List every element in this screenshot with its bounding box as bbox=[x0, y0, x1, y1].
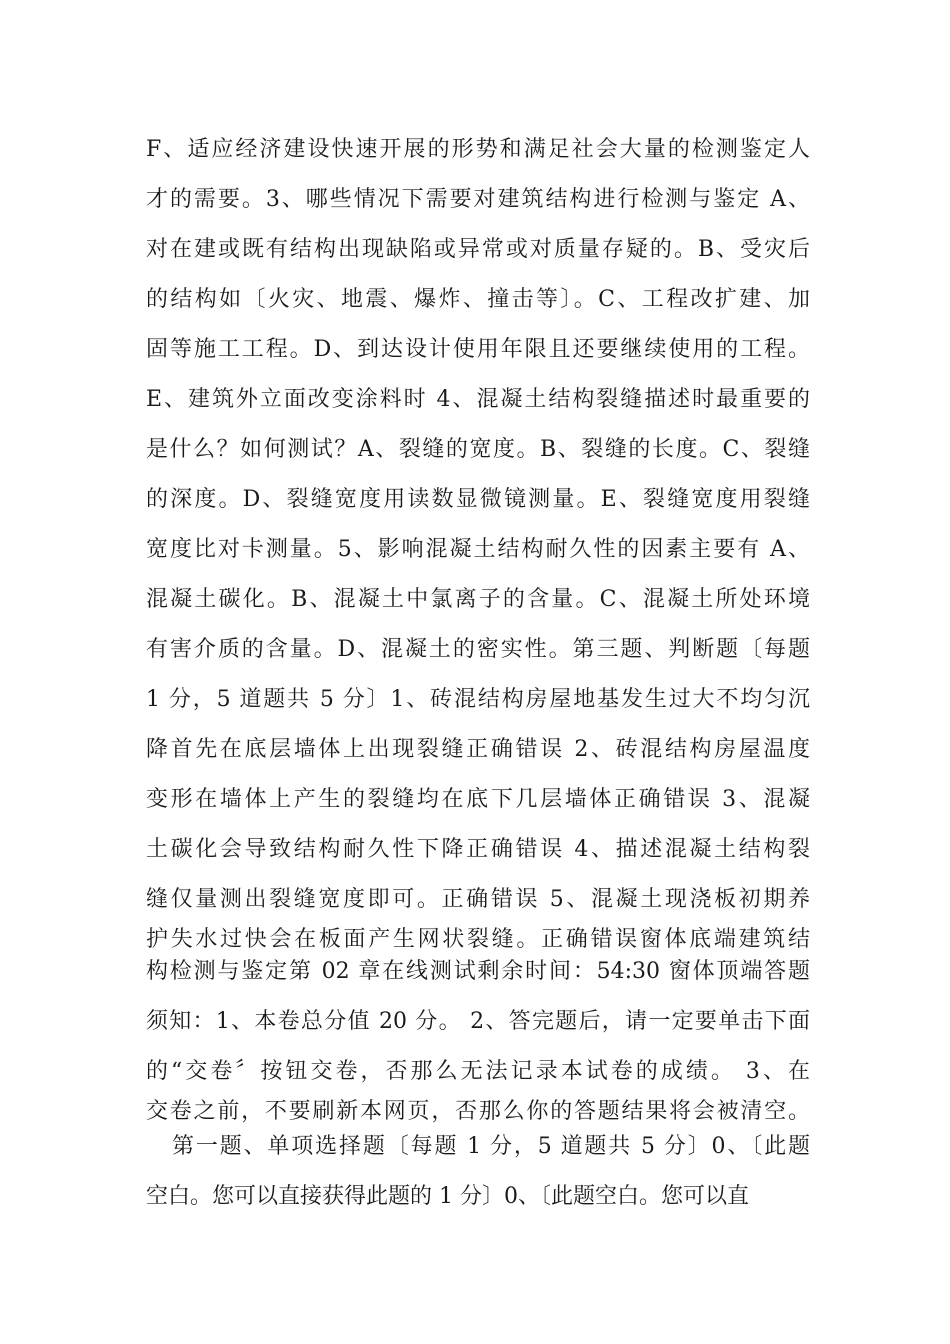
text-line: 固等施工工程。D、到达设计使用年限且还要继续使用的工程。 bbox=[146, 337, 810, 362]
text-line: 护失水过快会在板面产生网状裂缝。正确错误窗体底端建筑结 bbox=[146, 927, 810, 952]
text-line: F、适应经济建设快速开展的形势和满足社会大量的检测鉴定人 bbox=[146, 137, 810, 162]
text-line: 的“交卷〞按钮交卷，否那么无法记录本试卷的成绩。 3、在 bbox=[146, 1059, 810, 1084]
text-line: E、建筑外立面改变涂料时 4、混凝土结构裂缝描述时最重要的 bbox=[146, 387, 810, 412]
text-line: 构检测与鉴定第 02 章在线测试剩余时间：54:30 窗体顶端答题 bbox=[146, 959, 810, 984]
text-line: 缝仅量测出裂缝宽度即可。正确错误 5、混凝土现浇板初期养 bbox=[146, 887, 810, 912]
text-line: 空白。您可以直接获得此题的 1 分〕0、〔此题空白。您可以直 bbox=[146, 1184, 749, 1209]
text-line: 降首先在底层墙体上出现裂缝正确错误 2、砖混结构房屋温度 bbox=[146, 737, 810, 762]
text-line: 土碳化会导致结构耐久性下降正确错误 4、描述混凝土结构裂 bbox=[146, 837, 810, 862]
text-line: 才的需要。3、哪些情况下需要对建筑结构进行检测与鉴定 A、 bbox=[146, 187, 810, 212]
text-line: 宽度比对卡测量。5、影响混凝土结构耐久性的因素主要有 A、 bbox=[146, 537, 810, 562]
text-line: 是什么？如何测试？A、裂缝的宽度。B、裂缝的长度。C、裂缝 bbox=[146, 437, 810, 462]
text-line: 第一题、单项选择题〔每题 1 分，5 道题共 5 分〕0、〔此题 bbox=[172, 1134, 810, 1159]
text-line: 变形在墙体上产生的裂缝均在底下几层墙体正确错误 3、混凝 bbox=[146, 787, 810, 812]
text-line: 对在建或既有结构出现缺陷或异常或对质量存疑的。B、受灾后 bbox=[146, 237, 810, 262]
text-line: 有害介质的含量。D、混凝土的密实性。第三题、判断题〔每题 bbox=[146, 637, 810, 662]
text-line: 交卷之前，不要刷新本网页，否那么你的答题结果将会被清空。 bbox=[146, 1099, 810, 1124]
text-line: 1 分，5 道题共 5 分〕1、砖混结构房屋地基发生过大不均匀沉 bbox=[146, 687, 810, 712]
text-line: 混凝土碳化。B、混凝土中氯离子的含量。C、混凝土所处环境 bbox=[146, 587, 810, 612]
text-line: 的深度。D、裂缝宽度用读数显微镜测量。E、裂缝宽度用裂缝 bbox=[146, 487, 810, 512]
text-line: 的结构如〔火灾、地震、爆炸、撞击等〕。C、工程改扩建、加 bbox=[146, 287, 810, 312]
text-line: 须知：1、本卷总分值 20 分。 2、答完题后，请一定要单击下面 bbox=[146, 1009, 810, 1034]
